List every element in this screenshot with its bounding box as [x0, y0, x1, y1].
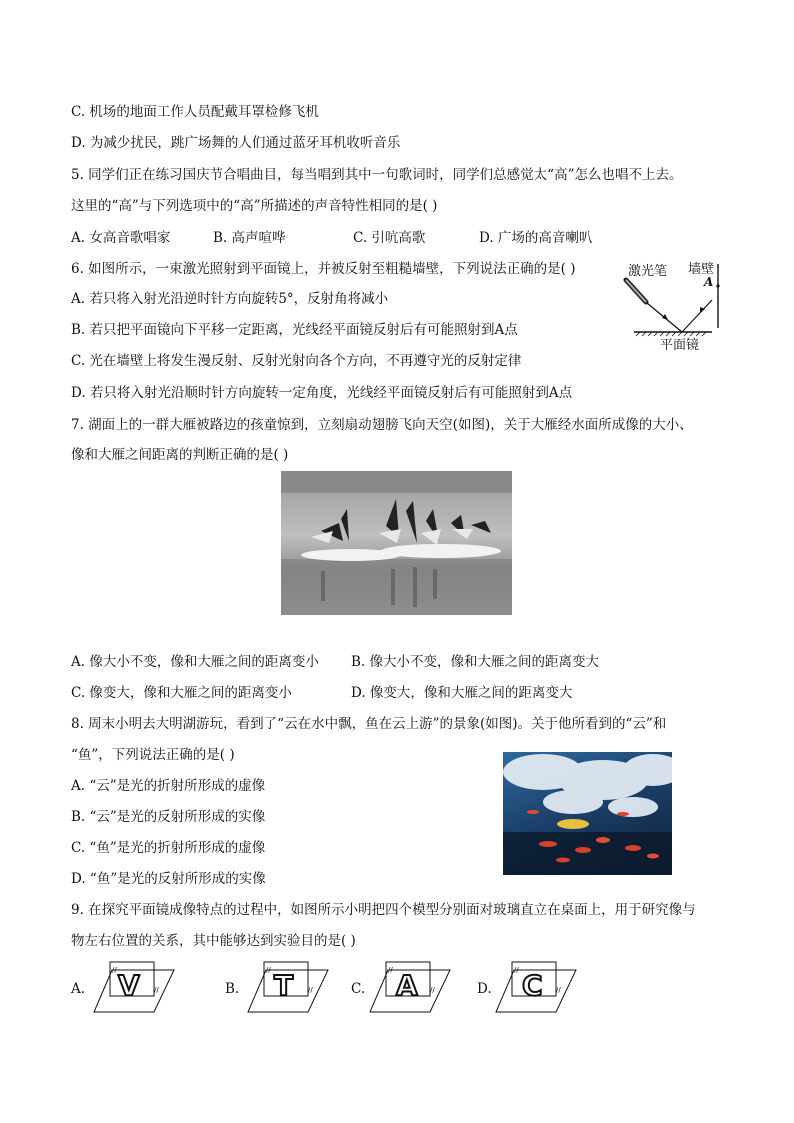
q9-option-c-figure	[368, 958, 452, 1016]
q7-option-a: A. 像大小不变，像和大雁之间的距离变小	[71, 654, 319, 670]
mirror-label: 平面镜	[660, 338, 700, 353]
point-a-dot	[716, 284, 719, 287]
q6-option-b: B. 若只把平面镜向下平移一定距离，光线经平面镜反射后有可能照射到A点	[71, 322, 518, 338]
q6-option-d: D. 若只将入射光沿顺时针方向旋转一定角度，光线经平面镜反射后有可能照射到A点	[71, 385, 573, 401]
q8-stem-line2: “鱼”，下列说法正确的是( )	[71, 747, 235, 763]
q7-option-c: C. 像变大，像和大雁之间的距离变小	[71, 685, 292, 701]
wall-label: 墙壁	[688, 262, 715, 277]
q4-option-c: C. 机场的地面工作人员配戴耳罩检修飞机	[71, 104, 319, 120]
reflected-ray	[682, 300, 712, 332]
q4-option-d: D. 为减少扰民，跳广场舞的人们通过蓝牙耳机收听音乐	[71, 135, 401, 151]
q5-stem-line1: 5. 同学们正在练习国庆节合唱曲目，每当唱到其中一句歌词时，同学们总感觉太“高”怎么也唱不上去。	[71, 167, 683, 183]
point-a-label: A	[704, 275, 714, 289]
svg-text://: //	[266, 966, 271, 974]
q8-option-c: C. “鱼”是光的折射所形成的虚像	[71, 840, 266, 856]
q5-stem-line2: 这里的“高”与下列选项中的“高”所描述的声音特性相同的是( )	[71, 198, 438, 214]
q6-option-a: A. 若只将入射光沿逆时针方向旋转5°，反射角将减小	[71, 291, 389, 307]
laser-pen-icon	[626, 280, 646, 302]
q8-option-b: B. “云”是光的反射所形成的实像	[71, 809, 266, 825]
q9-option-c-label: C.	[351, 981, 366, 997]
q7-option-b: B. 像大小不变，像和大雁之间的距离变大	[351, 654, 600, 670]
svg-text://: //	[388, 966, 393, 974]
model-letter-a: A	[396, 969, 418, 1002]
q9-option-d-label: D.	[477, 981, 492, 997]
svg-text://: //	[514, 966, 519, 974]
q5-option-d: D. 广场的高音喇叭	[479, 230, 593, 246]
q6-option-c: C. 光在墙壁上将发生漫反射、反射光射向各个方向，不再遵守光的反射定律	[71, 353, 522, 369]
cloud-fish-illustration	[503, 752, 672, 875]
geese-illustration	[281, 471, 512, 615]
model-letter-t: T	[274, 969, 294, 1002]
q8-option-a: A. “云”是光的折射所形成的虚像	[71, 778, 266, 794]
q9-option-a-figure	[92, 958, 176, 1016]
svg-text://: //	[154, 986, 159, 994]
laser-pen-label: 激光笔	[628, 264, 668, 279]
q5-option-c: C. 引吭高歌	[353, 230, 426, 246]
q5-option-a: A. 女高音歌唱家	[71, 230, 171, 246]
q5-option-b: B. 高声喧哗	[213, 230, 286, 246]
q9-option-b-figure	[246, 958, 330, 1016]
q7-option-d: D. 像变大，像和大雁之间的距离变大	[351, 685, 573, 701]
svg-text://: //	[556, 986, 561, 994]
svg-text://: //	[308, 986, 313, 994]
q7-stem-line1: 7. 湖面上的一群大雁被路边的孩童惊到，立刻扇动翅膀飞向天空(如图)，关于大雁经水面所成像的大小、	[71, 417, 693, 433]
svg-text://: //	[112, 966, 117, 974]
q9-option-d-figure	[494, 958, 578, 1016]
q8-option-d: D. “鱼”是光的反射所形成的实像	[71, 871, 266, 887]
geese-photo	[281, 471, 512, 615]
incident-arrow-icon	[662, 314, 668, 320]
q9-option-a-label: A.	[71, 981, 86, 997]
q7-stem-line2: 像和大雁之间距离的判断正确的是( )	[71, 447, 289, 463]
q9-stem-line2: 物左右位置的关系，其中能够达到实验目的是( )	[71, 933, 356, 949]
q6-stem: 6. 如图所示，一束激光照射到平面镜上，并被反射至粗糙墙壁，下列说法正确的是( )	[71, 261, 576, 277]
model-letter-c: C	[522, 969, 543, 1002]
model-letter-v: V	[118, 969, 140, 1002]
cloud-fish-photo	[503, 752, 672, 875]
q9-stem-line1: 9. 在探究平面镜成像特点的过程中，如图所示小明把四个模型分别面对玻璃直立在桌面上，用于研究像与	[71, 902, 696, 918]
q6-laser-mirror-figure	[620, 256, 732, 354]
q8-stem-line1: 8. 周末小明去大明湖游玩，看到了“云在水中飘，鱼在云上游”的景象(如图)。关于他所看到的“云”和	[71, 716, 667, 732]
q9-option-b-label: B.	[225, 981, 240, 997]
svg-text://: //	[430, 986, 435, 994]
